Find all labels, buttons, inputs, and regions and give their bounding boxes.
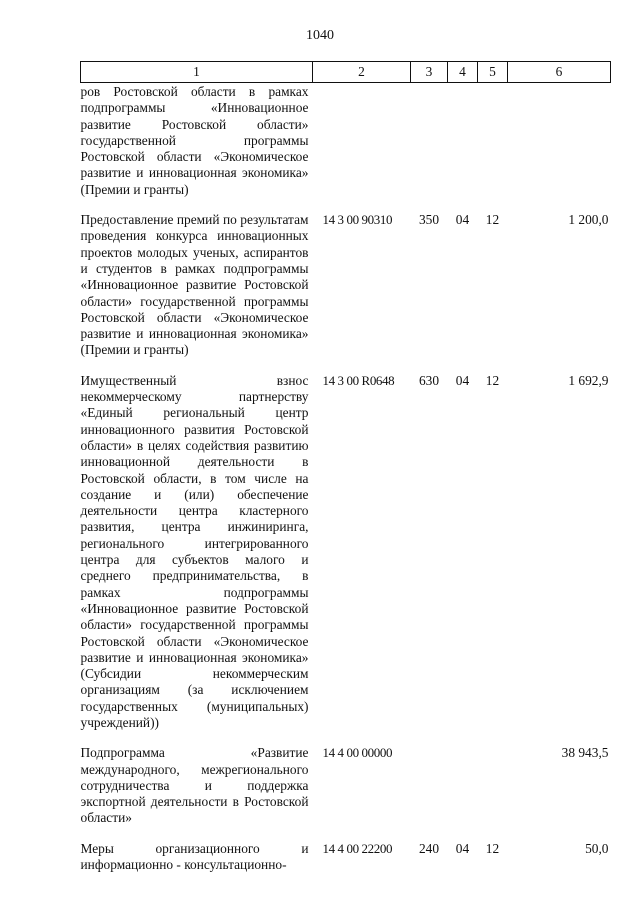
row-rz: 04 bbox=[455, 212, 470, 228]
row-code: 14 4 00 00000 bbox=[322, 745, 393, 761]
column-header-5: 5 bbox=[478, 62, 508, 83]
row-description: Предоставление премий по результатам проведения конкурса инновационных проектов молодых ученых, аспирантов и студентов в рамках подпрограммы «Инновационное развитие Ростовской области» государственной программы Ростовской области «Экономическое развитие и инновационная экономика» (Премии и гранты) bbox=[80, 212, 309, 358]
row-rz bbox=[448, 83, 478, 199]
page-number: 1040 bbox=[306, 28, 334, 43]
row-code: 14 4 00 22200 bbox=[322, 840, 393, 856]
row-pr bbox=[478, 731, 508, 826]
column-header-3: 3 bbox=[411, 62, 448, 83]
row-pr: 12 bbox=[485, 212, 500, 228]
row-vr: 350 bbox=[418, 212, 440, 228]
budget-table bbox=[80, 61, 611, 873]
row-rz: 04 bbox=[455, 840, 470, 856]
row-vr bbox=[411, 83, 448, 199]
table-row bbox=[81, 359, 611, 732]
column-header-2: 2 bbox=[313, 62, 411, 83]
column-header-4: 4 bbox=[448, 62, 478, 83]
table-row bbox=[81, 731, 611, 826]
row-description: Подпрограмма «Развитие международного, межрегионального сотрудничества и поддержка экспортной деятельности в Ростовской области» bbox=[80, 745, 309, 826]
row-description: ров Ростовской области в рамках подпрограммы «Инновационное развитие Ростовской области» государственной программы Ростовской области «Экономическое развитие и инновационная экономика» (Премии и гранты) bbox=[80, 84, 309, 197]
row-amount: 1 200,0 bbox=[568, 212, 609, 228]
row-description: Меры организационного и информационно - консультационно- bbox=[80, 840, 309, 873]
row-rz: 04 bbox=[455, 372, 470, 388]
column-header-1: 1 bbox=[81, 62, 313, 83]
row-vr bbox=[411, 731, 448, 826]
row-pr bbox=[478, 83, 508, 199]
column-header-6: 6 bbox=[508, 62, 611, 83]
row-pr: 12 bbox=[485, 372, 500, 388]
row-amount: 50,0 bbox=[585, 840, 609, 856]
table-row bbox=[81, 83, 611, 199]
row-amount bbox=[508, 83, 611, 199]
row-rz bbox=[448, 731, 478, 826]
row-amount: 1 692,9 bbox=[568, 372, 609, 388]
row-pr: 12 bbox=[485, 840, 500, 856]
row-vr: 630 bbox=[418, 372, 440, 388]
table-header bbox=[81, 62, 611, 83]
table-row bbox=[81, 827, 611, 874]
row-code: 14 3 00 R0648 bbox=[322, 372, 395, 388]
row-amount: 38 943,5 bbox=[561, 745, 609, 761]
row-code: 14 3 00 90310 bbox=[322, 212, 393, 228]
table-row bbox=[81, 198, 611, 359]
row-code bbox=[313, 83, 411, 199]
row-vr: 240 bbox=[418, 840, 440, 856]
row-description: Имущественный взнос некоммерческому партнерству «Единый региональный центр инновационного развития Ростовской области» в целях содействия развитию инновационной деятельности в Ростовской области, в том числе на создание и (или) обеспечение деятельности центра кластерного развития, центра инжиниринга, регионального интегрированного центра для субъектов малого и среднего предпринимательства, в рамках подпрограммы «Инновационное развитие Ростовской области» государственной программы Ростовской области «Экономическое развитие и инновационная экономика» (Субсидии некоммерческим организациям (за исключением государственных (муниципальных) учреждений)) bbox=[80, 372, 309, 730]
